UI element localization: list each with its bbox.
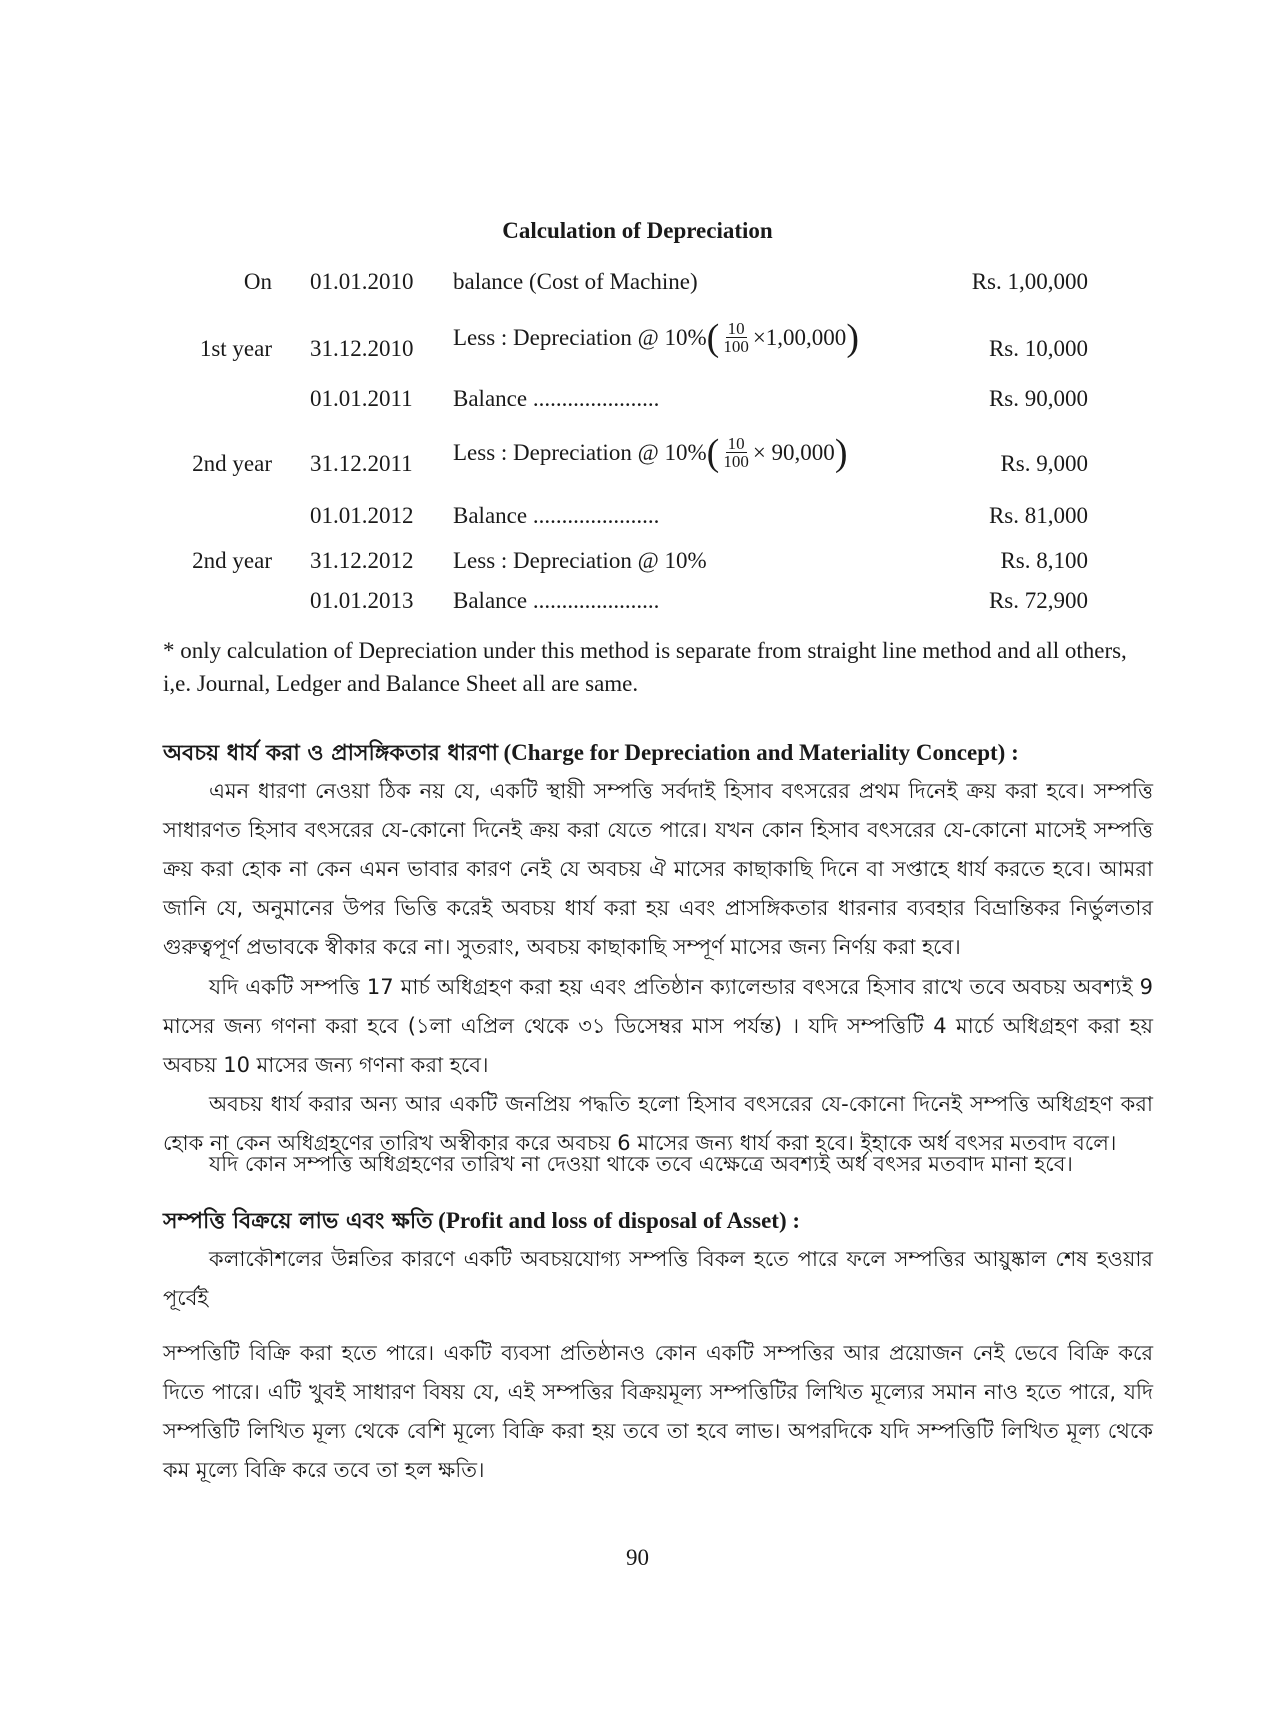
calc-year: On <box>243 269 272 294</box>
heading-english: (Charge for Depreciation and Materiality Concept) : <box>503 740 1019 765</box>
fraction <box>721 435 751 470</box>
fraction-numerator: 10 <box>727 319 745 338</box>
heading-bengali: সম্পত্তি বিক্রয়ে লাভ এবং ক্ষতি <box>163 1209 433 1234</box>
calc-amount: Rs. 8,100 <box>1000 548 1088 573</box>
close-paren: ) <box>834 431 848 474</box>
paragraph-text: এমন ধারণা নেওয়া ঠিক নয় যে, একটি স্থায়ী সম্পত্তি সর্বদাই হিসাব বৎসরের প্রথম দিনেই ক্রয় করা হবে। সম্পত্তি সাধারণত হিসাব বৎসরের যে-কোনো দিনেই ক্রয় করা যেতে পারে। যখন কোন হিসাব বৎসরের যে-কোনো মাসেই সম্পত্তি ক্রয় করা হোক না কেন এমন ভাবার কারণ নেই যে অবচয় ঐ মাসের কাছাকাছি দিনে বা সপ্তাহে ধার্য করতে হবে। আমরা জানি যে, অনুমানের উপর ভিত্তি করেই অবচয় ধার্য করা হয় এবং প্রাসঙ্গিকতার ধারনার ব্যবহার বিভ্রান্তিকর নির্ভুলতার গুরুত্বপূর্ণ প্রভাবকে স্বীকার করে না। সুতরাং, অবচয় কাছাকাছি সম্পূর্ণ মাসের জন্য নির্ণয় করা হবে। <box>163 779 1153 959</box>
fraction-multiplier: ×1,00,000 <box>752 324 847 350</box>
page-number: 90 <box>626 1545 649 1570</box>
calc-desc <box>453 269 698 295</box>
calc-desc-text: Less : Depreciation @ 10% <box>453 324 707 350</box>
calc-year: 1st year <box>199 336 272 361</box>
calculation-title: Calculation of Depreciation <box>502 218 773 243</box>
calc-desc <box>453 316 859 359</box>
paragraph <box>163 1334 1153 1490</box>
calc-amount: Rs. 10,000 <box>988 336 1088 361</box>
paragraph <box>163 1145 1153 1184</box>
paragraph <box>163 968 1153 1085</box>
heading-bengali: অবচয় ধার্য করা ও প্রাসঙ্গিকতার ধারণা <box>163 741 498 766</box>
calc-desc-text: Balance ...................... <box>453 503 660 528</box>
calc-amount: Rs. 90,000 <box>988 386 1088 411</box>
calc-date: 01.01.2013 <box>310 588 414 613</box>
section-heading-materiality <box>163 736 1163 773</box>
paragraph-text: সম্পত্তিটি বিক্রি করা হতে পারে। একটি ব্যবসা প্রতিষ্ঠানও কোন একটি সম্পত্তির আর প্রয়োজন নেই ভেবে বিক্রি করে দিতে পারে। এটি খুবই সাধারণ বিষয় যে, এই সম্পত্তির বিক্রয়মূল্য সম্পত্তিটির লিখিত মূল্যের সমান নাও হতে পারে, যদি সম্পত্তিটি লিখিত মূল্য থেকে বেশি মূল্যে বিক্রি করা হয় তবে তা হবে লাভ। অপরদিকে যদি সম্পত্তিটি লিখিত মূল্য থেকে কম মূল্যে বিক্রি করে তবে তা হল ক্ষতি। <box>163 1341 1153 1482</box>
calc-desc-text: Less : Depreciation @ 10% <box>453 548 707 573</box>
calc-amount: Rs. 1,00,000 <box>971 269 1088 294</box>
fraction-numerator: 10 <box>727 434 745 453</box>
calc-row <box>0 588 1275 628</box>
calc-desc <box>453 503 659 529</box>
fraction <box>721 320 751 355</box>
calc-amount: Rs. 81,000 <box>988 503 1088 528</box>
paragraph-text: কলাকৌশলের উন্নতির কারণে একটি অবচয়যোগ্য সম্পত্তি বিকল হতে পারে ফলে সম্পত্তির আয়ুষ্কাল শেষ হওয়ার পূর্বেই <box>163 1247 1153 1310</box>
calc-desc <box>453 548 707 574</box>
calc-desc-text: Balance ...................... <box>453 386 660 411</box>
calc-desc <box>453 431 848 474</box>
open-paren: ( <box>706 431 720 474</box>
calc-row <box>0 386 1275 426</box>
calc-row <box>0 316 1275 376</box>
close-paren: ) <box>846 316 859 359</box>
calc-date: 01.01.2012 <box>310 503 414 528</box>
calc-date: 31.12.2012 <box>310 548 414 573</box>
calc-date: 31.12.2010 <box>310 336 414 361</box>
calc-row <box>0 503 1275 543</box>
fraction-multiplier: × 90,000 <box>752 439 835 465</box>
method-note: * only calculation of Depreciation under this method is separate from straight line method and all others, i,e. Journal, Ledger and Balance Sheet all are same. <box>163 638 1127 696</box>
paragraph-text: অবচয় ধার্য করার অন্য আর একটি জনপ্রিয় পদ্ধতি হলো হিসাব বৎসরের যে-কোনো দিনেই সম্পত্তি অধিগ্রহণ করা হোক না কেন অধিগ্রহণের তারিখ অস্বীকার করে অবচয় 6 মাসের জন্য ধার্য করা হবে। ইহাকে অর্ধ বৎসর মতবাদ বলে। <box>163 1092 1153 1155</box>
calc-amount: Rs. 72,900 <box>988 588 1088 613</box>
paragraph-text: যদি কোন সম্পত্তি অধিগ্রহণের তারিখ না দেওয়া থাকে তবে এক্ষেত্রে অবশ্যই অর্ধ বৎসর মতবাদ মানা হবে। <box>209 1152 1073 1176</box>
calc-year: 2nd year <box>192 548 272 573</box>
calc-date: 01.01.2010 <box>310 269 414 294</box>
calc-desc-text: balance (Cost of Machine) <box>453 269 698 294</box>
calc-row <box>0 548 1275 588</box>
calc-amount: Rs. 9,000 <box>1000 451 1088 476</box>
calc-desc-text: Balance ...................... <box>453 588 660 613</box>
calc-desc <box>453 588 659 614</box>
calc-desc-text: Less : Depreciation @ 10% <box>453 439 707 465</box>
calc-row <box>0 431 1275 491</box>
section-heading-disposal <box>163 1204 1163 1241</box>
calc-date: 31.12.2011 <box>310 451 413 476</box>
paragraph <box>163 1240 1153 1318</box>
paragraph-text: যদি একটি সম্পত্তি 17 মার্চ অধিগ্রহণ করা হয় এবং প্রতিষ্ঠান ক্যালেন্ডার বৎসরে হিসাব রাখে তবে অবচয় অবশ্যই 9 মাসের জন্য গণনা করা হবে (১লা এপ্রিল থেকে ৩১ ডিসেম্বর মাস পর্যন্ত) । যদি সম্পত্তিটি 4 মার্চে অধিগ্রহণ করা হয় অবচয় 10 মাসের জন্য গণনা করা হবে। <box>163 975 1153 1077</box>
calc-row <box>0 269 1275 309</box>
paragraph <box>163 772 1153 967</box>
calc-year: 2nd year <box>192 451 272 476</box>
calc-date: 01.01.2011 <box>310 386 413 411</box>
heading-english: (Profit and loss of disposal of Asset) : <box>438 1208 801 1233</box>
fraction-denominator: 100 <box>723 337 749 356</box>
open-paren: ( <box>706 316 720 359</box>
calc-desc <box>453 386 659 412</box>
fraction-denominator: 100 <box>723 452 749 471</box>
